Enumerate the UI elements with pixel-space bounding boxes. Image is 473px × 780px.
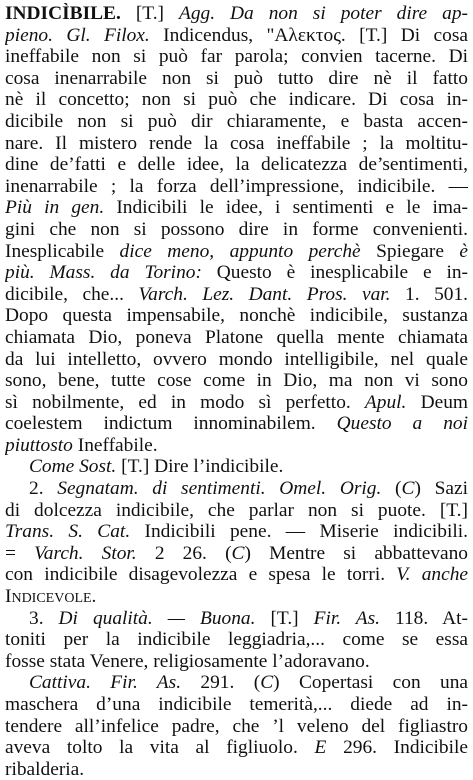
italic-text: Come Sost. — [29, 456, 117, 478]
entry-line — [5, 456, 468, 478]
entry-line — [5, 305, 468, 327]
entry-text: Questo è inesplicabile e in- — [201, 262, 468, 284]
entry-line — [5, 284, 468, 306]
entry-line — [5, 586, 468, 608]
entry-text: Inesplicabile — [5, 240, 120, 262]
italic-text: Apul. — [364, 391, 407, 413]
italic-text: pieno. Gl. Filox. — [5, 24, 150, 46]
entry-text: con indicibile disagevolezza e spesa le torri. — [5, 564, 397, 586]
italic-text: dice meno, appunto perchè — [119, 240, 361, 262]
entry-text: ) Copertasi con una — [273, 672, 468, 694]
entry-text: 2. — [29, 478, 58, 500]
italic-text: Più in gen. — [5, 197, 105, 219]
entry-line — [5, 25, 468, 47]
entry-line — [5, 672, 468, 694]
italic-text: piuttosto — [5, 434, 73, 456]
entry-line — [5, 478, 468, 500]
italic-text: Agg. Da non si poter dire ap- — [178, 3, 468, 24]
italic-text: Fir. As. — [313, 607, 380, 629]
headword: INDICÌBILE. — [5, 3, 121, 24]
entry-line — [5, 629, 468, 651]
entry-line — [5, 500, 468, 522]
entry-line — [5, 219, 468, 241]
entry-text: dine de’fatti e delle idee, la delicatezza de’sentimenti, — [5, 154, 468, 176]
italic-text: Segnatam. di sentimenti. Omel. Orig. — [57, 478, 382, 500]
entry-text: maschera d’una indicibile temerità,... diede ad in- — [5, 694, 468, 715]
entry-text: ineffabile non si può far parola; convien tacerne. Di — [5, 46, 468, 68]
italic-text: C — [401, 478, 415, 500]
entry-line — [5, 716, 468, 738]
entry-text: inenarrabile ; la forza dell’impressione, indicibile. — — [5, 175, 468, 197]
entry-line — [5, 241, 468, 263]
entry-text: nare. Il mistero rende la cosa ineffabile ; la moltitu- — [5, 132, 468, 154]
entry-line — [5, 89, 468, 111]
entry-text: Indicibili pene. — Miserie indicibili. — [130, 521, 468, 543]
entry-text: chiamata Dio, poneva Platone quella mente chiamata — [5, 326, 468, 348]
entry-line — [5, 694, 468, 716]
entry-line — [5, 154, 468, 176]
italic-text: Di qualità. — Buona. — [58, 607, 256, 629]
entry-text: da lui intelletto, ovvero mondo intelligibile, nel quale — [5, 348, 468, 370]
entry-line — [5, 176, 468, 198]
entry-line — [5, 392, 468, 414]
entry-text: ) Mentre si abbattevano — [244, 542, 468, 564]
entry-line — [5, 262, 468, 284]
entry-line — [5, 349, 468, 371]
entry-text: coelestem indictum innominabilem. — [5, 413, 337, 435]
entry-text: 296. Indicibile — [326, 737, 468, 759]
dictionary-entry — [5, 3, 468, 780]
entry-text: ( — [381, 478, 402, 500]
entry-text: tendere all’infelice padre, che ’l veleno del figliastro — [5, 715, 468, 737]
italic-text: C — [260, 672, 274, 694]
italic-text: Questo a noi — [336, 413, 468, 435]
italic-text: C — [231, 542, 245, 564]
italic-text: più. Mass. da Torino: — [5, 262, 202, 284]
entry-text: 291. ( — [181, 672, 261, 694]
italic-text: E — [314, 737, 327, 759]
entry-line — [5, 608, 468, 630]
entry-line — [5, 68, 468, 90]
entry-text: aveva tolto la vita al figliuolo. — [5, 737, 315, 759]
italic-text: Varch. Stor. — [34, 542, 137, 564]
entry-text: Indicibili le idee, i sentimenti e le ima- — [104, 197, 468, 219]
italic-text: Trans. S. Cat. — [5, 521, 131, 543]
entry-text: sì nobilmente, ed in modo sì perfetto. — [5, 391, 365, 413]
entry-line — [5, 46, 468, 68]
entry-text: 118. At- — [380, 607, 468, 629]
entry-text: di dolcezza indicibile, che parlar non si puote. [T.] — [5, 499, 468, 521]
entry-line — [5, 564, 468, 586]
entry-line — [5, 651, 468, 673]
entry-text: 2 26. ( — [136, 542, 232, 564]
entry-line — [5, 111, 468, 133]
entry-line — [5, 413, 468, 435]
entry-line — [5, 197, 468, 219]
entry-text: Indicevole. — [5, 586, 97, 608]
entry-text: fosse stata Venere, religiosamente l’adoravano. — [5, 650, 370, 672]
entry-text: Dopo questa impensabile, nonchè indicibile, sustanza — [5, 305, 468, 327]
entry-line — [5, 133, 468, 155]
entry-text: toniti per la indicibile leggiadria,... come se essa — [5, 629, 468, 651]
entry-text: Ineffabile. — [72, 434, 158, 456]
italic-text: Cattiva. Fir. As. — [29, 672, 182, 694]
entry-text: = — [5, 542, 35, 564]
entry-text: Deum — [406, 391, 468, 413]
entry-text: cosa inenarrabile non si può tutto dire nè il fatto — [5, 67, 468, 89]
entry-text: 1. 501. — [390, 283, 468, 305]
entry-text: sono, bene, tutte cose come in Dio, ma non vi sono — [5, 370, 468, 392]
entry-text: Indicendus, "Αλεκτος. [T.] Di cosa — [149, 24, 468, 46]
entry-line — [5, 370, 468, 392]
entry-text: ribalderia. — [5, 758, 85, 780]
entry-text: [T.] Dire l’indicibile. — [116, 456, 284, 478]
entry-text: [T.] — [255, 607, 314, 629]
entry-text: gini che non si possono dire in forme convenienti. — [5, 218, 468, 240]
entry-line — [5, 759, 468, 780]
entry-line — [5, 3, 468, 25]
italic-text: V. anche — [396, 564, 468, 586]
entry-text: ) Sazi — [414, 478, 468, 500]
entry-text: dicibile non si può dir chiaramente, e basta accen- — [5, 110, 468, 132]
entry-text: dicibile, che... — [5, 283, 139, 305]
entry-text: 3. — [29, 607, 59, 629]
entry-line — [5, 543, 468, 565]
entry-text: [T.] — [120, 3, 179, 24]
entry-line — [5, 521, 468, 543]
entry-text: nè il concetto; non si può che indicare. Di cosa in- — [5, 89, 468, 111]
entry-line — [5, 737, 468, 759]
entry-line — [5, 435, 468, 457]
entry-line — [5, 327, 468, 349]
italic-text: è — [459, 240, 468, 262]
italic-text: Varch. Lez. Dant. Pros. var. — [138, 283, 391, 305]
entry-text: Spiegare — [360, 240, 460, 262]
